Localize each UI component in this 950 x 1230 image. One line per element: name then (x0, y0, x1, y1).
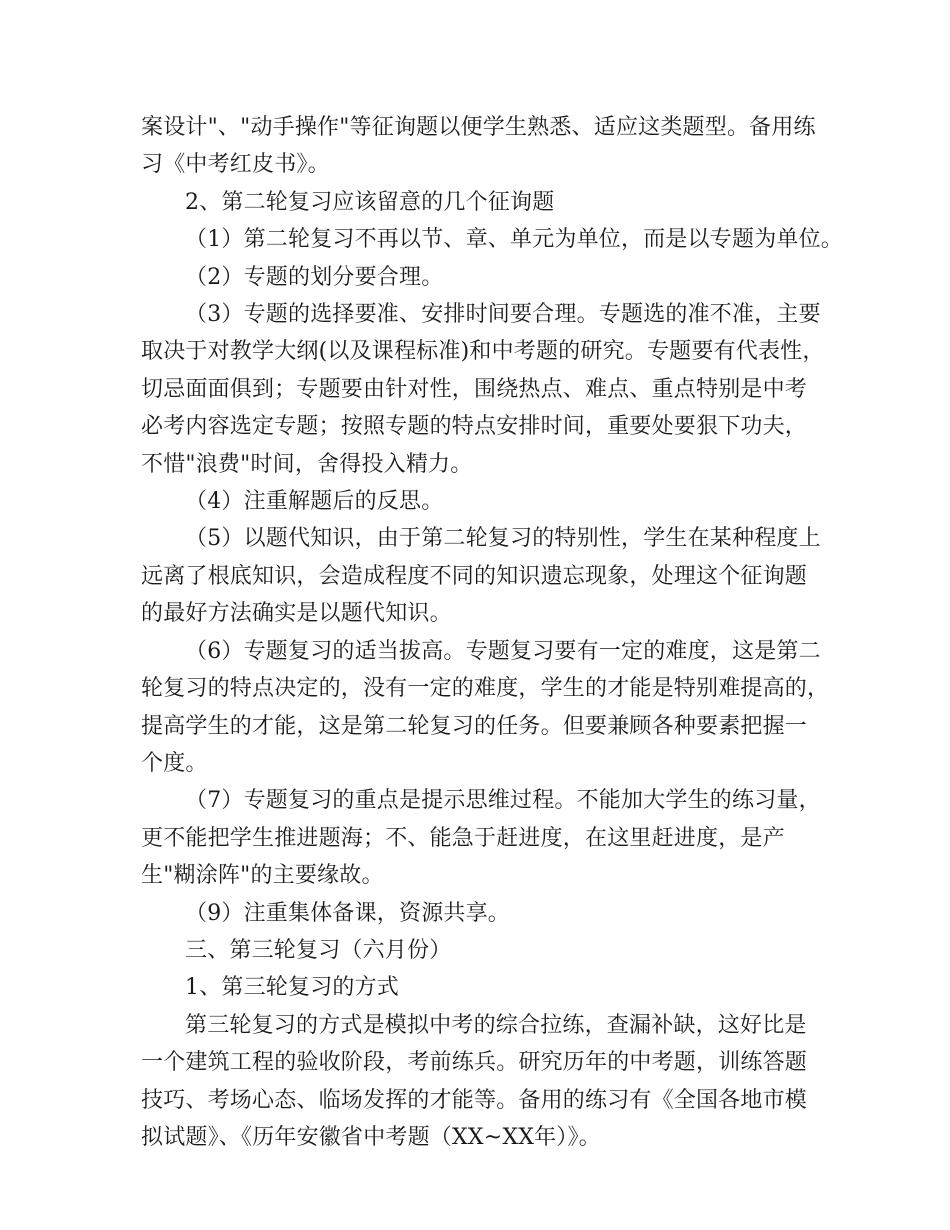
text-line: （4）注重解题后的反思。 (185, 489, 444, 515)
subsection-heading (141, 969, 821, 1006)
document-page (141, 109, 843, 1156)
paragraph-6 (141, 483, 821, 520)
text-line: 生"糊涂阵"的主要缘故。 (141, 863, 384, 889)
text-line: （2）专题的划分要合理。 (185, 264, 444, 290)
paragraph-1 (141, 109, 821, 184)
paragraph-5 (141, 296, 825, 483)
paragraph-4 (141, 259, 821, 296)
text-line: 案设计"、"动手操作"等征询题以便学生熟悉、适应这类题型。备用练 (141, 115, 816, 140)
text-line: 个度。 (141, 750, 208, 776)
text-line: （3）专题的选择要准、安排时间要合理。专题选的准不准，主要 (185, 302, 821, 328)
text-line: 一个建筑工程的验收阶段，考前练兵。研究历年的中考题，训练答题 (141, 1050, 808, 1076)
text-line: 第三轮复习的方式是模拟中考的综合拉练，查漏补缺，这好比是 (185, 1012, 807, 1038)
text-line: （9）注重集体备课，资源共享。 (185, 900, 510, 926)
paragraph-13 (141, 1007, 821, 1157)
text-line: （7）专题复习的重点是提示思维过程。不能加大学生的练习量， (185, 788, 821, 814)
text-line: 不惜"浪费"时间，舍得投入精力。 (141, 451, 473, 477)
text-line: （1）第二轮复习不再以节、章、单元为单位，而是以专题为单位。 (185, 227, 843, 253)
text-line: 取决于对教学大纲(以及课程标准)和中考题的研究。专题要有代表性， (141, 339, 825, 365)
paragraph-9 (141, 782, 821, 894)
paragraph-7 (141, 520, 821, 632)
text-line: （5）以题代知识，由于第二轮复习的特别性，学生在某种程度上 (185, 526, 821, 552)
text-line: 轮复习的特点决定的，没有一定的难度，学生的才能是特别难提高的， (141, 676, 830, 702)
text-line: 拟试题》、《历年安徽省中考题（XX~XX年）》。 (141, 1124, 601, 1150)
text-line: 提高学生的才能，这是第二轮复习的任务。但要兼顾各种要素把握一 (141, 713, 808, 739)
paragraph-3 (141, 221, 843, 258)
text-line: 切忌面面俱到；专题要由针对性，围绕热点、难点、重点特别是中考 (141, 376, 808, 402)
paragraph-2 (141, 184, 821, 221)
text-line: 远离了根底知识，会造成程度不同的知识遗忘现象，处理这个征询题 (141, 563, 808, 589)
section-heading (141, 932, 821, 969)
text-line: 三、第三轮复习（六月份） (185, 937, 452, 963)
text-line: 技巧、考场心态、临场发挥的才能等。备用的练习有《全国各地市模 (141, 1087, 808, 1113)
text-line: 习《中考红皮书》。 (141, 152, 330, 178)
text-line: 更不能把学生推进题海；不、能急于赶进度，在这里赶进度，是产 (141, 825, 785, 851)
text-line: 2、第二轮复习应该留意的几个征询题 (185, 189, 555, 215)
paragraph-8 (141, 633, 830, 783)
paragraph-10 (141, 895, 821, 932)
text-line: 1、第三轮复习的方式 (185, 975, 399, 1001)
text-line: 的最好方法确实是以题代知识。 (141, 601, 452, 627)
text-line: 必考内容选定专题；按照专题的特点安排时间，重要处要狠下功夫， (141, 414, 808, 440)
text-line: （6）专题复习的适当拔高。专题复习要有一定的难度，这是第二 (185, 638, 821, 664)
